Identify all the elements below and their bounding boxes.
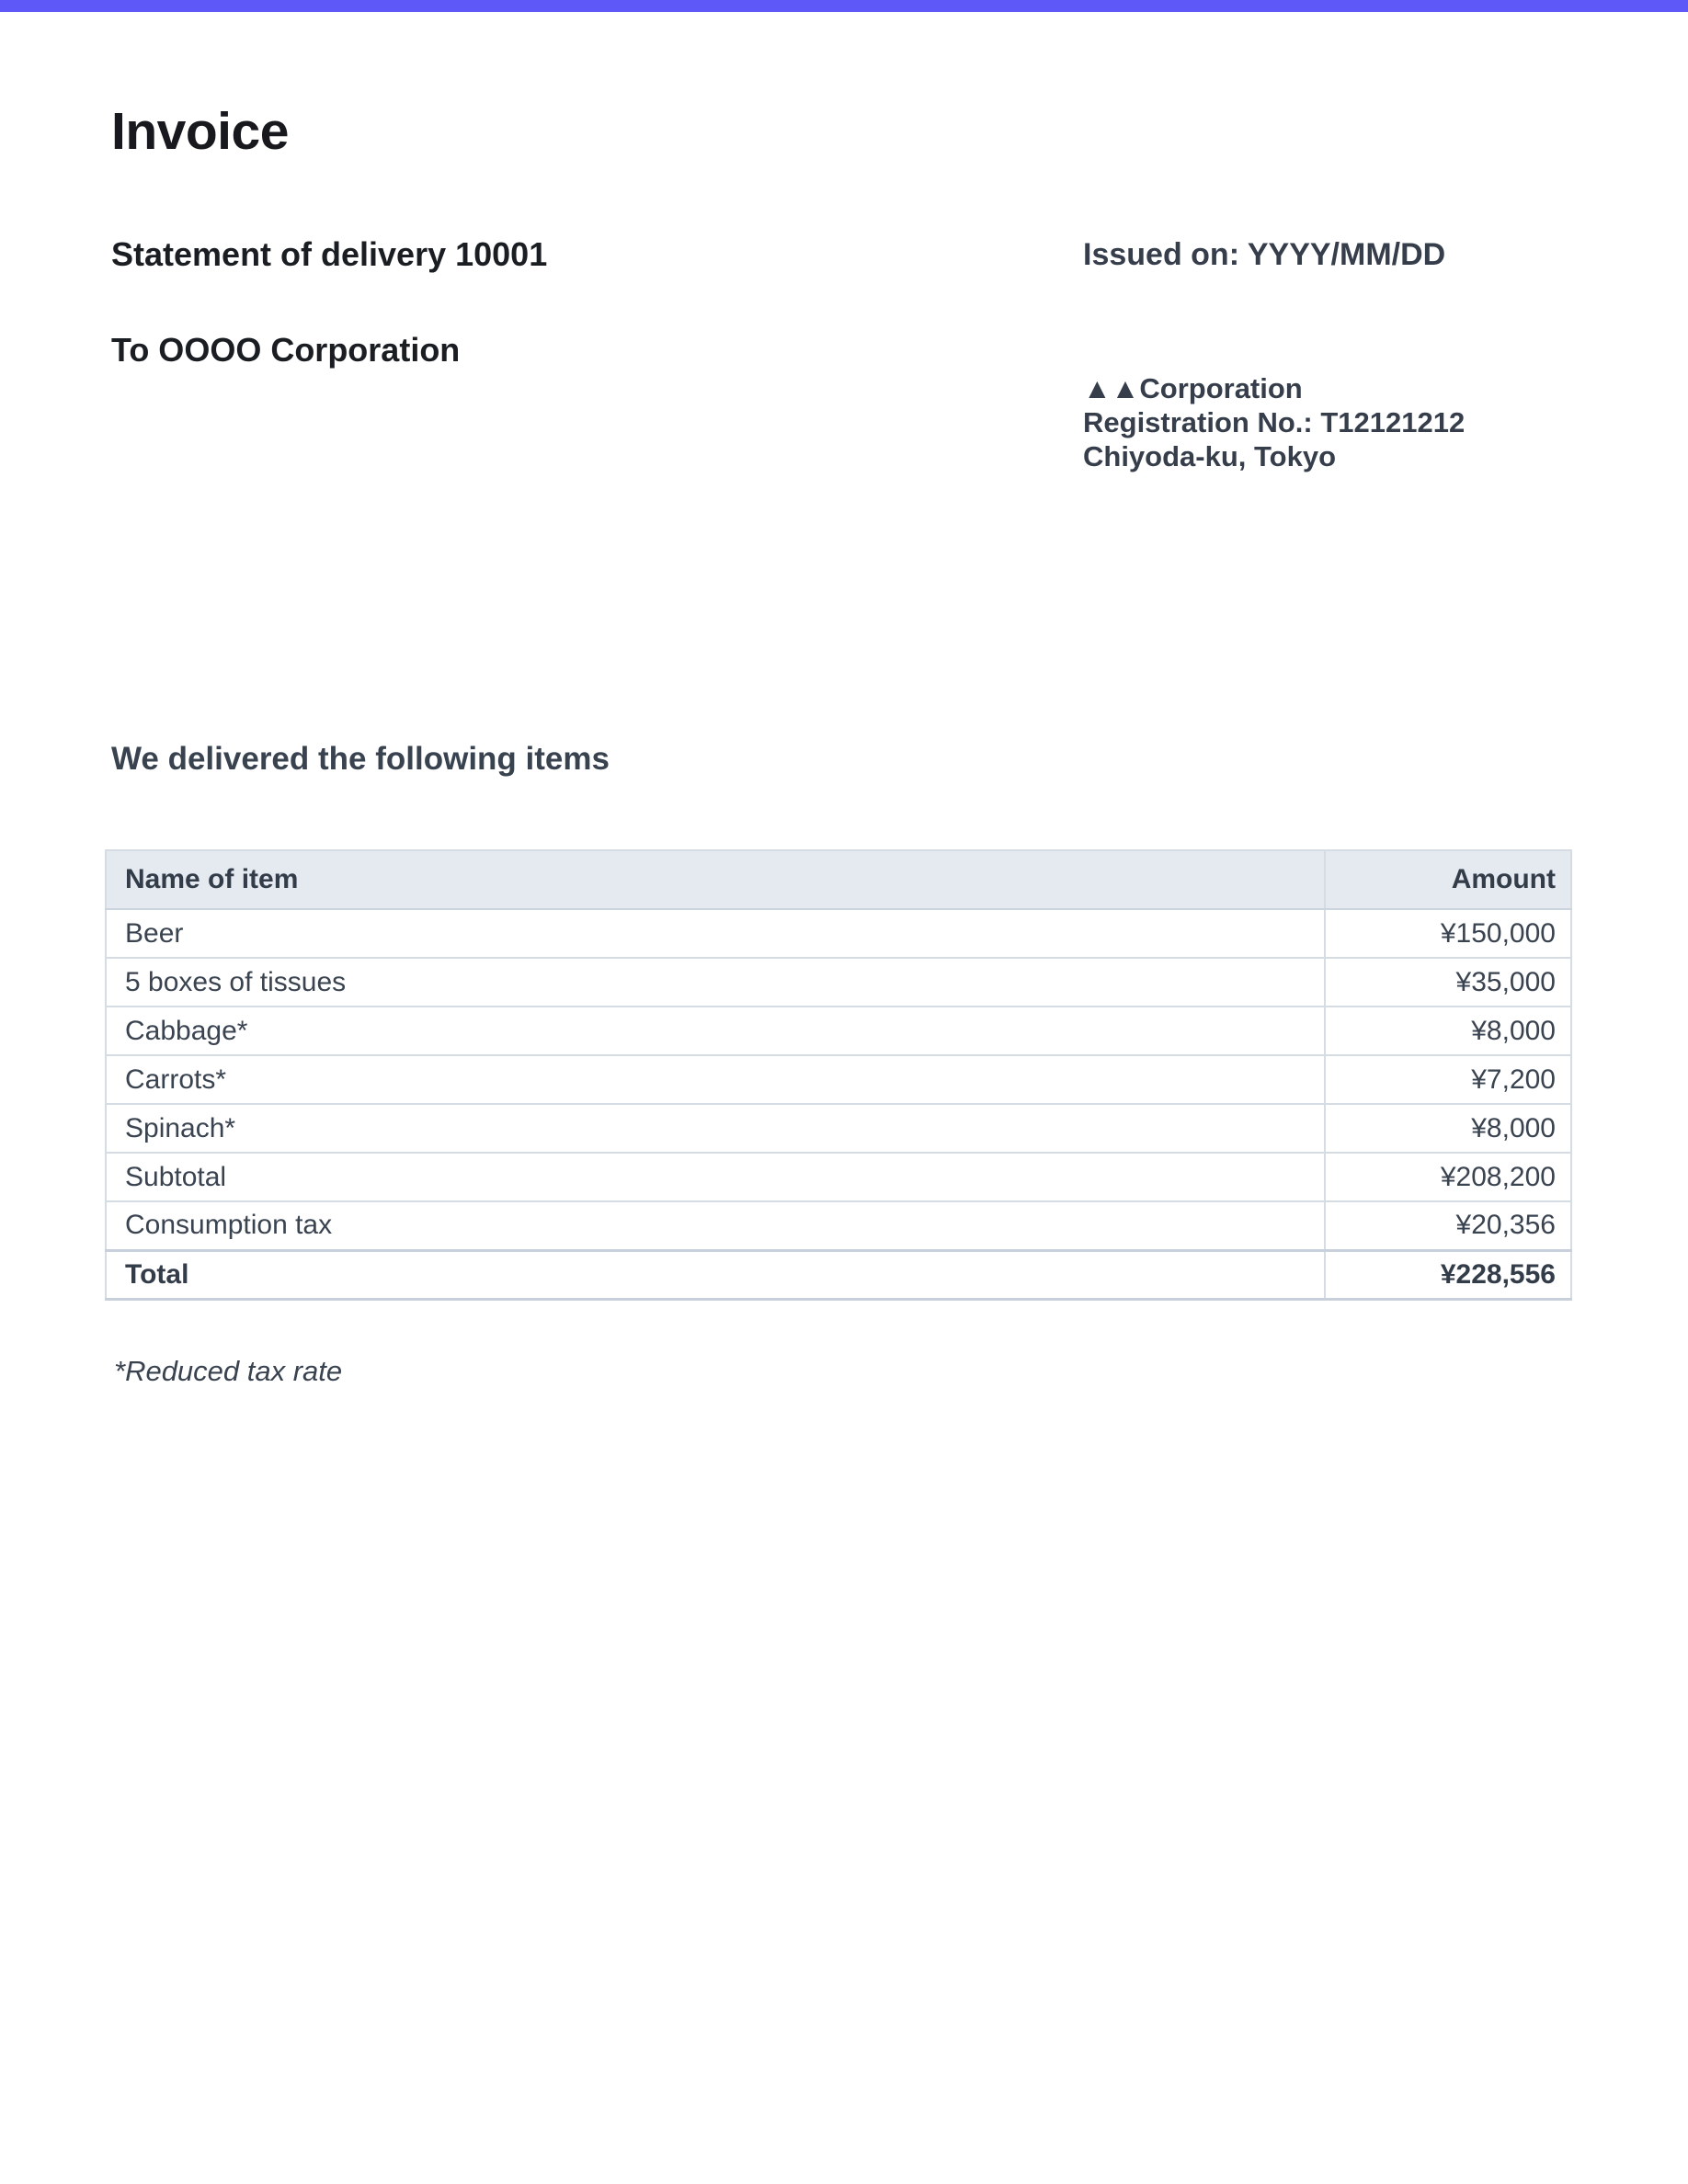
table-row [106, 958, 1571, 1007]
table-row [106, 1201, 1571, 1250]
item-amount-cell: ¥8,000 [1325, 1104, 1571, 1153]
item-amount-cell: ¥208,200 [1325, 1153, 1571, 1201]
reduced-tax-rate-footnote: *Reduced tax rate [114, 1355, 343, 1387]
item-name-cell: Spinach* [106, 1104, 1325, 1153]
table-row [106, 1104, 1571, 1153]
top-accent-bar [0, 0, 1688, 12]
item-name-cell: Beer [106, 909, 1325, 958]
table-row [106, 1055, 1571, 1104]
delivered-items-heading: We delivered the following items [111, 741, 610, 777]
table-row [106, 1153, 1571, 1201]
column-header-name-of-item: Name of item [106, 850, 1325, 909]
item-name-cell: Carrots* [106, 1055, 1325, 1104]
items-table-body [106, 909, 1571, 1299]
item-name-cell: Total [106, 1250, 1325, 1299]
item-amount-cell: ¥8,000 [1325, 1007, 1571, 1055]
item-amount-cell: ¥228,556 [1325, 1250, 1571, 1299]
item-name-cell: Subtotal [106, 1153, 1325, 1201]
issuer-block [1083, 371, 1465, 473]
item-amount-cell: ¥20,356 [1325, 1201, 1571, 1250]
table-row [106, 909, 1571, 958]
table-row [106, 1007, 1571, 1055]
item-amount-cell: ¥150,000 [1325, 909, 1571, 958]
item-amount-cell: ¥35,000 [1325, 958, 1571, 1007]
column-header-amount: Amount [1325, 850, 1571, 909]
item-amount-cell: ¥7,200 [1325, 1055, 1571, 1104]
item-name-cell: Cabbage* [106, 1007, 1325, 1055]
issuer-registration-number: Registration No.: T12121212 [1083, 406, 1466, 438]
items-table-header [106, 850, 1571, 909]
recipient-line: To OOOO Corporation [111, 331, 461, 369]
page-title: Invoice [111, 102, 289, 161]
statement-number-line: Statement of delivery 10001 [111, 235, 548, 273]
item-name-cell: 5 boxes of tissues [106, 958, 1325, 1007]
item-name-cell: Consumption tax [106, 1201, 1325, 1250]
header-row [106, 850, 1571, 909]
issuer-address: Chiyoda-ku, Tokyo [1083, 440, 1337, 472]
issuer-name: ▲▲Corporation [1083, 372, 1303, 404]
issued-on-date: Issued on: YYYY/MM/DD [1083, 237, 1446, 272]
items-table [105, 849, 1572, 1301]
table-row [106, 1250, 1571, 1299]
